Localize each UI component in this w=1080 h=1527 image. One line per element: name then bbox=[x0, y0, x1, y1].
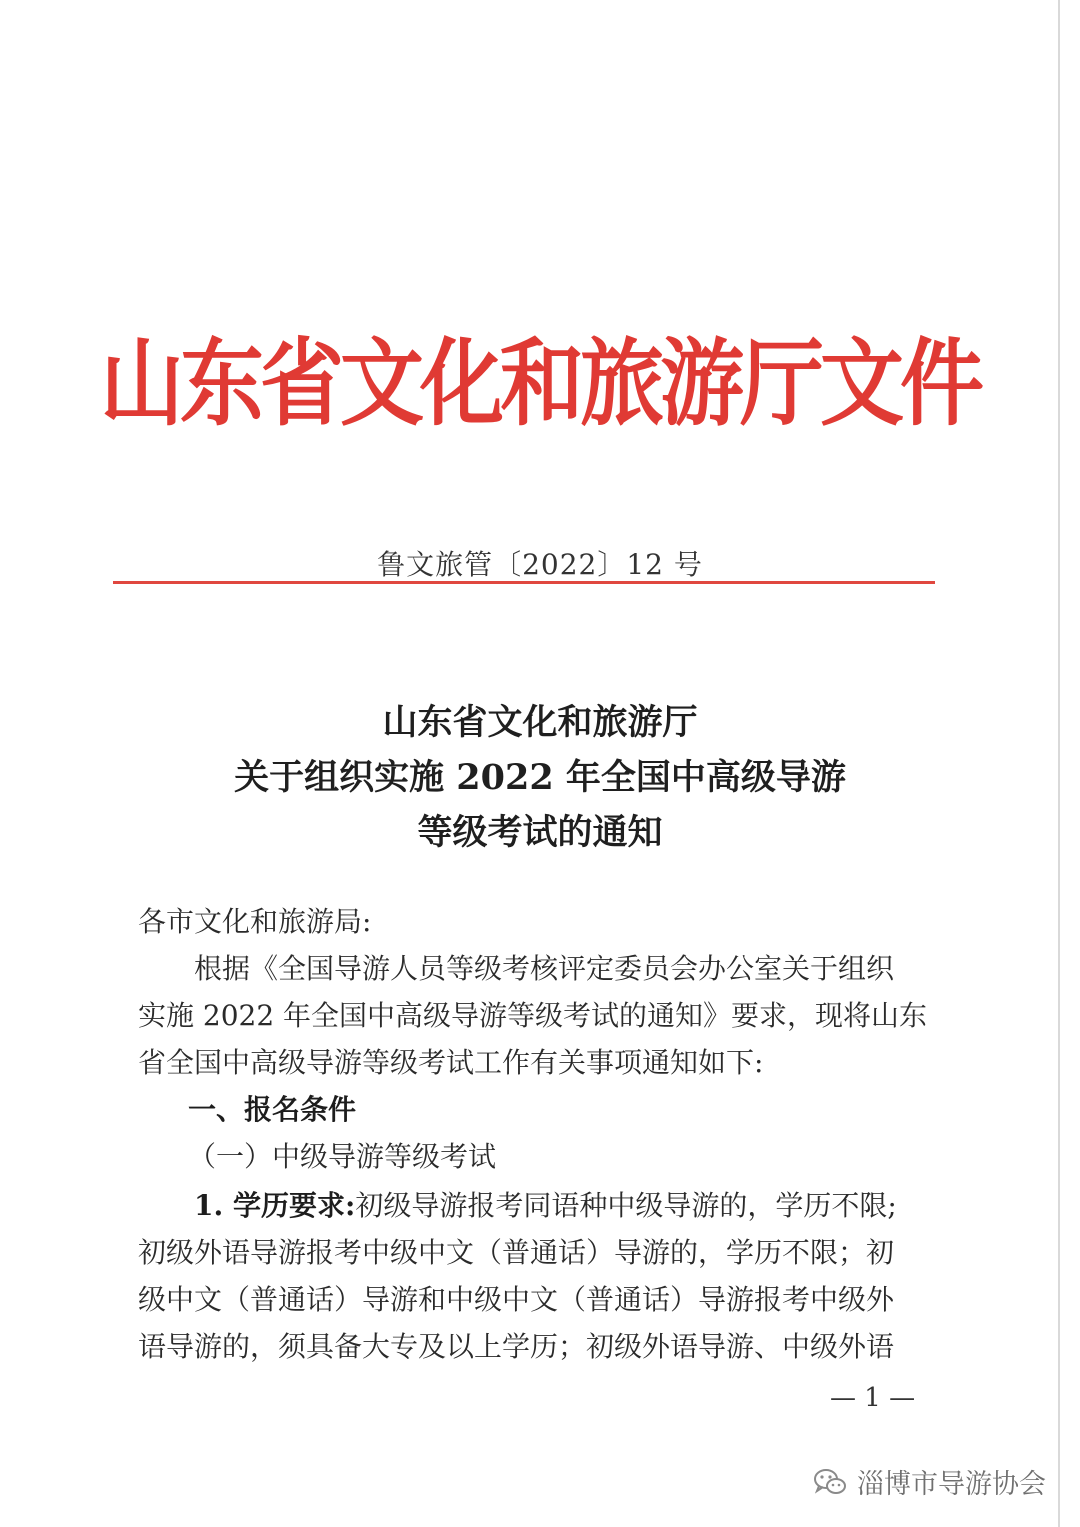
watermark-text: 淄博市导游协会 bbox=[857, 1469, 1046, 1500]
page-number: — 1 — bbox=[830, 1383, 916, 1413]
paragraph-1-line-3: 省全国中高级导游等级考试工作有关事项通知如下: bbox=[138, 1046, 764, 1079]
notice-title bbox=[0, 695, 1080, 860]
notice-title-line-2: 关于组织实施 2022 年全国中高级导游 bbox=[234, 757, 846, 798]
item-1-line-3: 级中文（普通话）导游和中级中文（普通话）导游报考中级外 bbox=[138, 1283, 895, 1316]
notice-title-line-3: 等级考试的通知 bbox=[417, 812, 663, 853]
item-1-line-2: 初级外语导游报考中级中文（普通话）导游的，学历不限；初 bbox=[138, 1236, 895, 1269]
item-1-first-line-text: 初级导游报考同语种中级导游的，学历不限; bbox=[355, 1189, 897, 1222]
document-header-title: 山东省文化和旅游厅文件 bbox=[99, 327, 980, 439]
item-1-label: 1. 学历要求: bbox=[194, 1189, 356, 1222]
watermark bbox=[813, 1462, 1046, 1501]
paragraph-1-line-2: 实施 2022 年全国中高级导游等级考试的通知》要求，现将山东 bbox=[138, 999, 928, 1032]
document-body bbox=[138, 898, 928, 1378]
document-number: 鲁文旅管〔2022〕12 号 bbox=[377, 548, 703, 581]
item-1-line-4: 语导游的，须具备大专及以上学历；初级外语导游、中级外语 bbox=[138, 1330, 895, 1363]
section-1-heading: 一、报名条件 bbox=[188, 1093, 357, 1126]
notice-title-line-1: 山东省文化和旅游厅 bbox=[382, 702, 698, 743]
red-divider-rule bbox=[113, 581, 935, 584]
item-1-line-1 bbox=[194, 1182, 897, 1229]
paragraph-1-line-1: 根据《全国导游人员等级考核评定委员会办公室关于组织 bbox=[194, 952, 895, 985]
subsection-1-heading: （一）中级导游等级考试 bbox=[188, 1140, 497, 1173]
salutation: 各市文化和旅游局: bbox=[138, 905, 372, 938]
wechat-icon bbox=[813, 1467, 847, 1497]
